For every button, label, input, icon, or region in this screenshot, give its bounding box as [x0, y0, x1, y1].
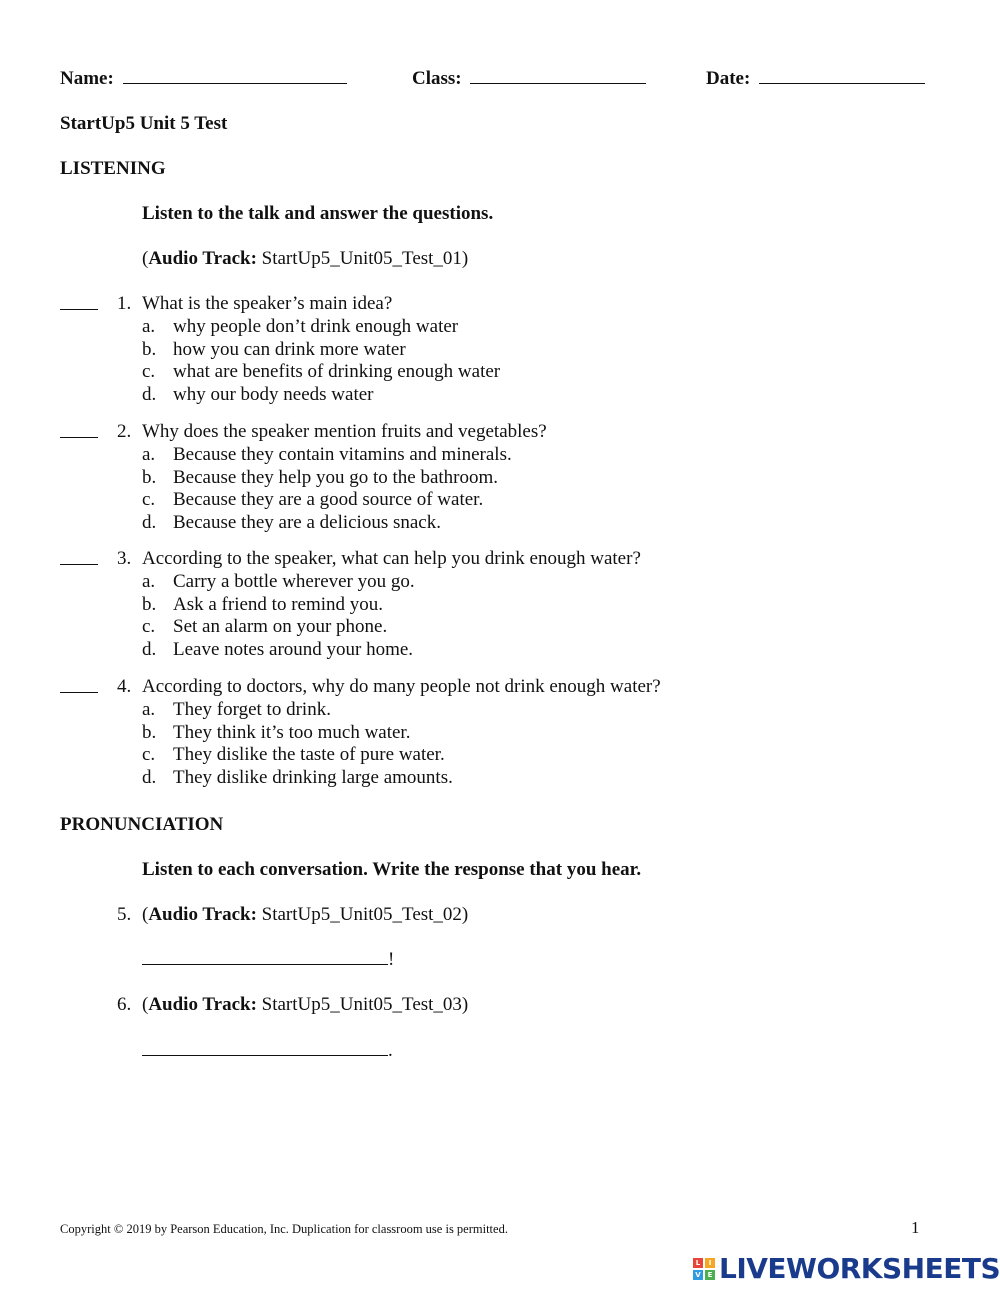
audio-paren: ( — [142, 994, 149, 1015]
answer-option[interactable] — [142, 744, 445, 766]
logo-grid-square: E — [705, 1270, 715, 1280]
listening-audio-track — [142, 248, 468, 270]
name-field — [60, 68, 347, 90]
listening-instruction: Listen to the talk and answer the questions. — [142, 203, 494, 224]
answer-blank[interactable] — [60, 678, 98, 693]
response-line-6 — [142, 1040, 393, 1062]
logo-wordmark: LIVEWORKSHEETS — [719, 1252, 1000, 1285]
option-text: They think it’s too much water. — [173, 721, 411, 743]
question-number: 4. — [117, 676, 132, 697]
option-letter: b. — [142, 466, 157, 488]
question-number: 1. — [117, 293, 132, 314]
answer-blank[interactable] — [60, 550, 98, 565]
question-number: 3. — [117, 548, 132, 569]
date-label: Date: — [706, 68, 751, 89]
option-text: what are benefits of drinking enough water — [173, 361, 501, 383]
item-number: 6. — [117, 994, 132, 1015]
option-letter: c. — [142, 489, 156, 511]
option-text: Because they are a good source of water. — [173, 489, 484, 511]
pronunciation-item-6 — [117, 994, 468, 1016]
response-line-5 — [142, 949, 394, 971]
option-text: Because they contain vitamins and minerals. — [173, 444, 512, 465]
option-letter: d. — [142, 511, 157, 533]
answer-option[interactable] — [142, 616, 387, 638]
answer-option[interactable] — [142, 361, 500, 383]
option-text: how you can drink more water — [173, 338, 406, 360]
answer-option[interactable] — [142, 722, 410, 744]
answer-option[interactable] — [142, 339, 406, 361]
response-blank-6[interactable] — [142, 1041, 388, 1056]
option-letter: b. — [142, 593, 157, 615]
logo-grid-square: V — [693, 1270, 703, 1280]
liveworksheets-logo — [693, 1254, 1000, 1284]
page-number: 1 — [911, 1218, 920, 1237]
pronunciation-item-5 — [117, 904, 468, 926]
audio-track-label: Audio Track: — [148, 248, 257, 269]
question-number: 2. — [117, 421, 132, 442]
answer-option[interactable] — [142, 467, 498, 489]
logo-grid-icon — [693, 1258, 715, 1280]
option-text: They dislike drinking large amounts. — [173, 766, 453, 788]
answer-option[interactable] — [142, 489, 483, 511]
response-ending-6: . — [388, 1040, 393, 1061]
answer-option[interactable] — [142, 594, 383, 616]
answer-option[interactable] — [142, 512, 441, 534]
audio-track-name: StartUp5_Unit05_Test_02) — [256, 904, 469, 925]
answer-option[interactable] — [142, 384, 374, 406]
option-letter: c. — [142, 616, 156, 638]
answer-blank[interactable] — [60, 295, 98, 310]
answer-blank[interactable] — [60, 423, 98, 438]
pronunciation-heading: PRONUNCIATION — [60, 814, 224, 835]
option-letter: d. — [142, 383, 157, 405]
question-text: Why does the speaker mention fruits and vegetables? — [142, 421, 547, 442]
name-blank[interactable] — [123, 69, 347, 84]
option-letter: b. — [142, 721, 157, 743]
option-text: Leave notes around your home. — [173, 638, 414, 660]
audio-track-name: StartUp5_Unit05_Test_01) — [256, 248, 469, 269]
option-letter: d. — [142, 766, 157, 788]
logo-grid-square: I — [705, 1258, 715, 1268]
question-text: According to the speaker, what can help you drink enough water? — [142, 548, 641, 569]
option-text: Because they are a delicious snack. — [173, 511, 441, 533]
option-letter: a. — [142, 571, 156, 592]
question-text: According to doctors, why do many people not drink enough water? — [142, 676, 661, 697]
option-text: why people don’t drink enough water — [173, 316, 459, 337]
class-field — [412, 68, 646, 90]
answer-option[interactable] — [142, 639, 413, 661]
option-text: Because they help you go to the bathroom. — [173, 466, 499, 488]
option-letter: c. — [142, 361, 156, 383]
option-letter: d. — [142, 638, 157, 660]
option-letter: a. — [142, 316, 156, 337]
option-letter: c. — [142, 744, 156, 766]
answer-option[interactable] — [142, 316, 458, 338]
option-text: Carry a bottle wherever you go. — [173, 571, 415, 592]
class-blank[interactable] — [470, 69, 646, 84]
pronunciation-instruction: Listen to each conversation. Write the response that you hear. — [142, 859, 642, 880]
name-label: Name: — [60, 68, 114, 89]
audio-paren: ( — [142, 904, 149, 925]
page-title: StartUp5 Unit 5 Test — [60, 113, 228, 134]
answer-option[interactable] — [142, 699, 331, 721]
answer-option[interactable] — [142, 571, 415, 593]
audio-track-label: Audio Track: — [148, 994, 257, 1015]
option-letter: a. — [142, 444, 156, 465]
copyright-notice: Copyright © 2019 by Pearson Education, Inc. Duplication for classroom use is permitted. — [60, 1222, 508, 1236]
date-field — [706, 68, 925, 90]
listening-heading: LISTENING — [60, 158, 166, 179]
option-letter: b. — [142, 338, 157, 360]
answer-option[interactable] — [142, 767, 453, 789]
response-ending-5: ! — [388, 949, 395, 970]
option-text: They forget to drink. — [173, 699, 331, 720]
option-letter: a. — [142, 699, 156, 720]
option-text: Ask a friend to remind you. — [173, 593, 384, 615]
date-blank[interactable] — [759, 69, 925, 84]
logo-grid-square: L — [693, 1258, 703, 1268]
audio-track-label: Audio Track: — [148, 904, 257, 925]
question-text: What is the speaker’s main idea? — [142, 293, 393, 314]
audio-track-name: StartUp5_Unit05_Test_03) — [256, 994, 469, 1015]
option-text: why our body needs water — [173, 383, 374, 405]
item-number: 5. — [117, 904, 132, 925]
audio-paren: ( — [142, 248, 149, 269]
option-text: Set an alarm on your phone. — [173, 616, 388, 638]
response-blank-5[interactable] — [142, 950, 388, 965]
option-text: They dislike the taste of pure water. — [173, 744, 445, 766]
class-label: Class: — [412, 68, 462, 89]
answer-option[interactable] — [142, 444, 512, 466]
